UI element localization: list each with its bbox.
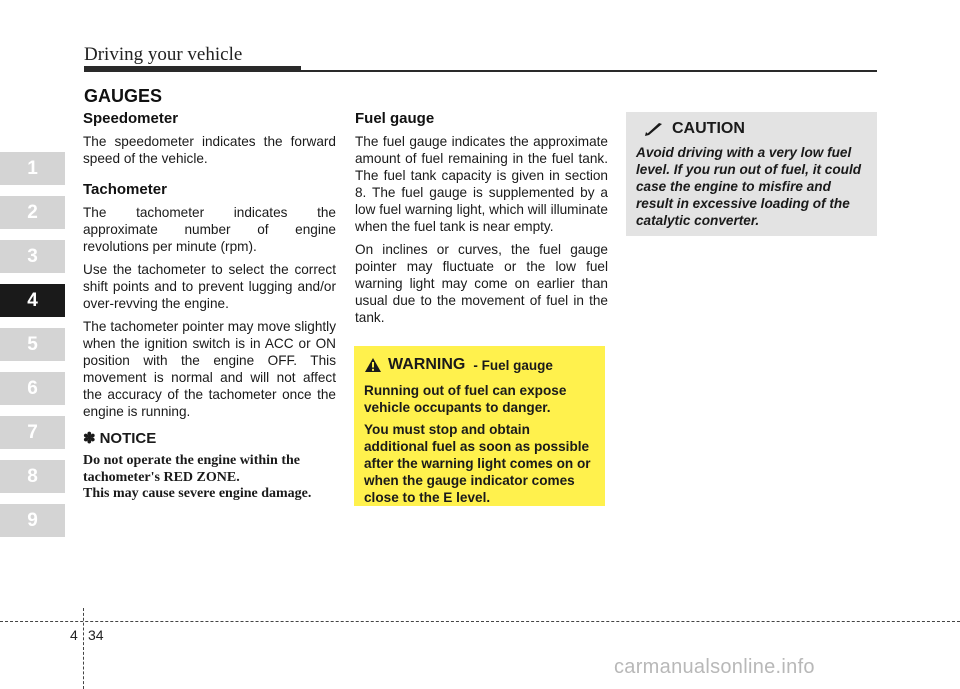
notice-line-2: This may cause severe engine damage. <box>83 486 312 501</box>
notice-title: NOTICE <box>99 430 157 447</box>
fuel-gauge-text-2: On inclines or curves, the fuel gauge pointer may fluctuate or the low fuel warning light may come on earlier than usual due to the movement of fuel in the tank. <box>355 242 608 325</box>
tachometer-text-3: The tachometer pointer may move slightly when the ignition switch is in ACC or ON position with the engine OFF. This movement is normal and will not affect the accuracy of the tachometer once the engine is running. <box>83 319 336 419</box>
chapter-tab-2[interactable]: 2 <box>0 196 65 229</box>
header-title: Driving your vehicle <box>84 44 243 65</box>
middle-column <box>355 110 608 332</box>
section-title: GAUGES <box>84 86 163 106</box>
chapter-tab-4[interactable]: 4 <box>0 284 65 317</box>
warning-text-2: You must stop and obtain additional fuel as soon as possible after the warning light comes on or when the gauge indicator comes close to the E level. <box>364 422 591 505</box>
chapter-tabs <box>0 152 65 548</box>
warning-subtitle: - Fuel gauge <box>473 357 553 373</box>
tachometer-text-2: Use the tachometer to select the correct shift points and to prevent lugging and/or over-revving the engine. <box>83 262 336 311</box>
chapter-tab-8[interactable]: 8 <box>0 460 65 493</box>
page-chapter: 4 <box>70 627 78 643</box>
notice-icon: ✽ <box>83 430 96 447</box>
notice-body <box>83 453 336 503</box>
chapter-tab-3[interactable]: 3 <box>0 240 65 273</box>
notice-line-1: Do not operate the engine within the tachometer's RED ZONE. <box>83 453 300 485</box>
notice-heading <box>83 430 336 447</box>
footer-rule <box>0 621 960 622</box>
warning-title: WARNING <box>388 356 466 373</box>
fuel-gauge-heading: Fuel gauge <box>355 110 435 127</box>
warning-box <box>354 346 605 506</box>
fuel-gauge-text-1: The fuel gauge indicates the approximate amount of fuel remaining in the fuel tank. The fuel tank capacity is given in section 8. The fuel gauge is supplemented by a low fuel warning light, which will illuminate when the fuel tank is near empty. <box>355 134 608 234</box>
chapter-tab-1[interactable]: 1 <box>0 152 65 185</box>
watermark: carmanualsonline.info <box>614 656 815 678</box>
warning-heading <box>364 356 595 374</box>
caution-box <box>626 112 877 236</box>
page-number: 34 <box>88 627 104 643</box>
caution-heading <box>644 120 867 138</box>
chapter-tab-7[interactable]: 7 <box>0 416 65 449</box>
caution-pencil-icon <box>644 122 664 136</box>
chapter-tab-5[interactable]: 5 <box>0 328 65 361</box>
speedometer-heading: Speedometer <box>83 110 179 127</box>
tachometer-heading: Tachometer <box>83 181 167 198</box>
caution-title: CAUTION <box>672 120 745 137</box>
chapter-tab-6[interactable]: 6 <box>0 372 65 405</box>
chapter-tab-9[interactable]: 9 <box>0 504 65 537</box>
header-bar <box>84 66 301 72</box>
warning-text-1: Running out of fuel can expose vehicle occupants to danger. <box>364 383 567 415</box>
header-rule <box>301 70 877 72</box>
speedometer-text: The speedometer indicates the forward speed of the vehicle. <box>83 134 336 166</box>
warning-triangle-icon <box>364 357 382 373</box>
caution-text: Avoid driving with a very low fuel level. If you run out of fuel, it could case the engine to misfire and result in excessive loading of the catalytic converter. <box>636 145 862 228</box>
left-column <box>83 110 336 503</box>
footer-divider <box>83 608 84 689</box>
tachometer-text-1: The tachometer indicates the approximate number of engine revolutions per minute (rpm). <box>83 205 336 254</box>
